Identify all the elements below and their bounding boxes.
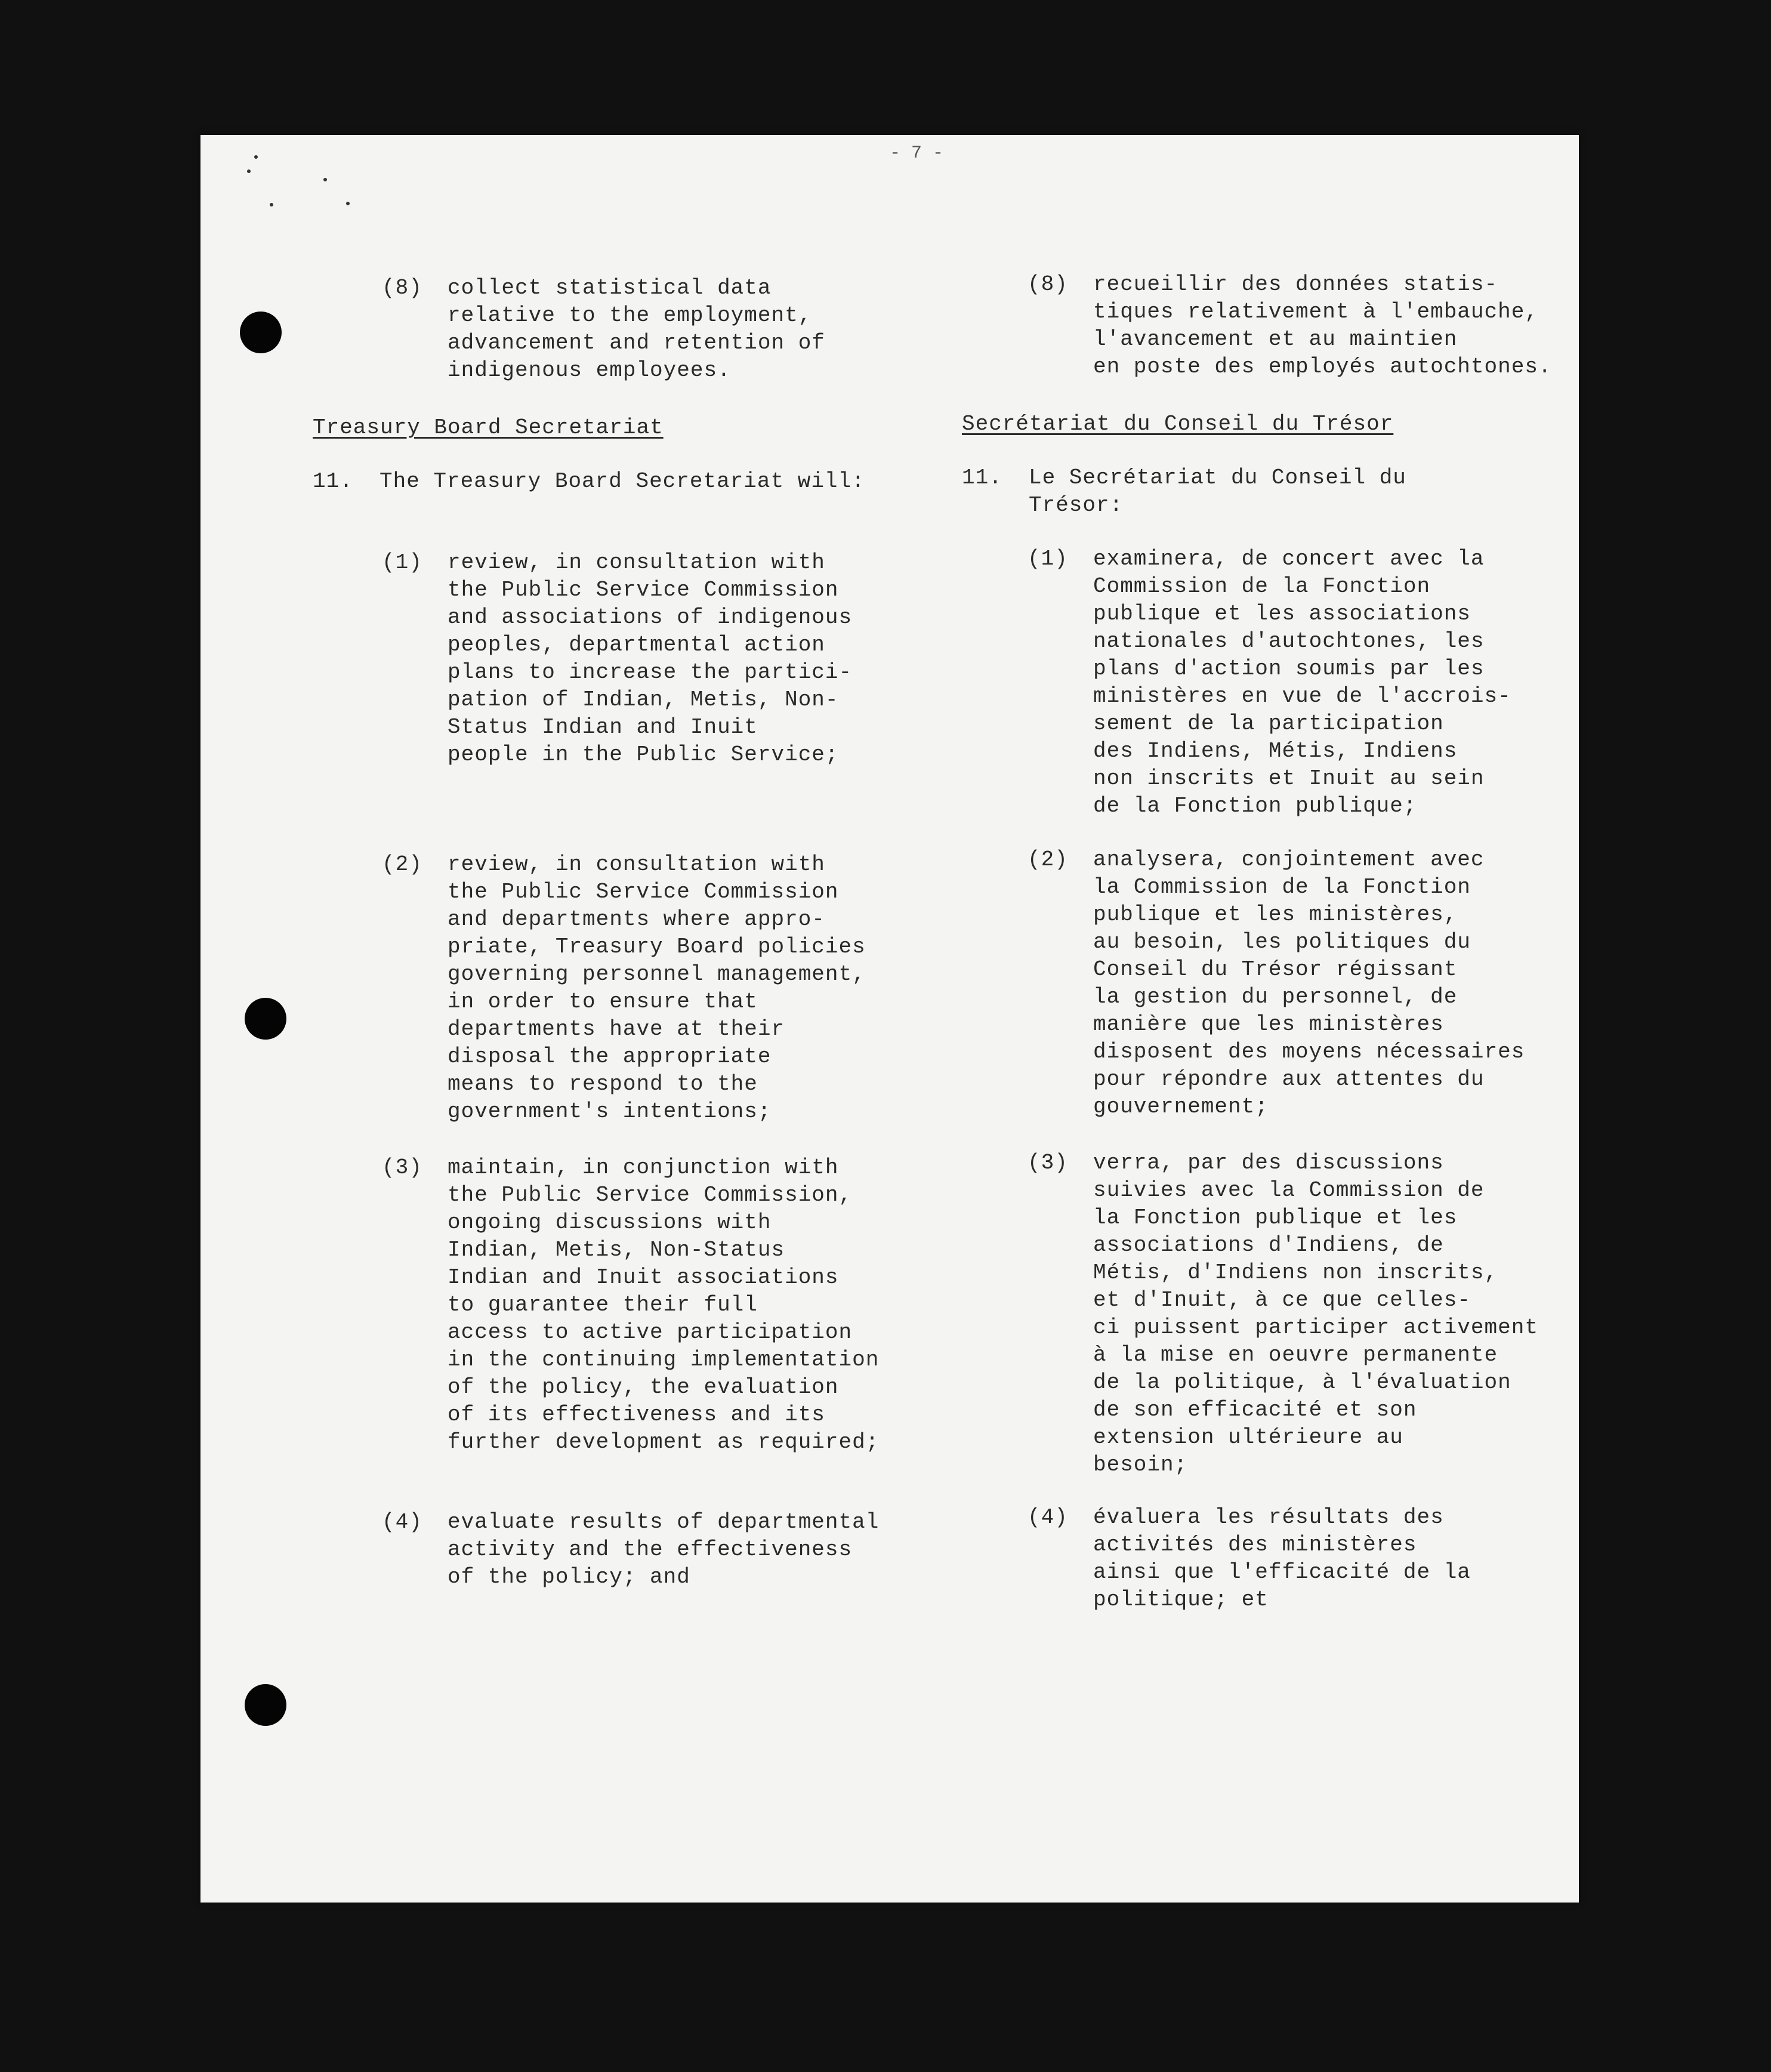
scan-speck (247, 169, 251, 173)
item-text: evaluate results of departmental activity and the effectiveness of the policy; and (448, 1510, 880, 1589)
item-text: analysera, conjointement avec la Commission de la Fonction publique et les ministères, au besoin, les politiques du Conseil du Trésor régissant la gestion du personnel, de manière que les ministères disposent des moyens nécessaires pour répondre aux attentes du gouvernement; (1093, 847, 1525, 1119)
item-text: review, in consultation with the Public Service Commission and associations of indigenous peoples, departmental action plans to increase the partici- pation of Indian, Metis, Non- Status Indian and Inuit people in the Public Service; (448, 550, 853, 767)
english-section-heading: Treasury Board Secretariat (313, 415, 664, 440)
section-text: The Treasury Board Secretariat will: (380, 469, 865, 494)
item-number: (3) (1028, 1151, 1068, 1175)
item-number: (3) (382, 1155, 422, 1180)
item-text: review, in consultation with the Public Service Commission and departments where appro- priate, Treasury Board policies governing personnel management, in order to ensure that departments have at their disposal the appropriate means to respond to the government's intentions; (448, 852, 866, 1124)
document-page (200, 135, 1579, 1903)
page-number: - 7 - (889, 143, 943, 164)
item-number: (4) (382, 1510, 422, 1534)
item-number: (2) (382, 852, 422, 877)
item-text: évaluera les résultats des activités des ministères ainsi que l'efficacité de la politique; et (1093, 1505, 1471, 1612)
section-number: 11. (313, 469, 353, 494)
item-number: (1) (1028, 547, 1068, 571)
item-text: collect statistical data relative to the employment, advancement and retention of indigenous employees. (448, 276, 825, 383)
item-text: maintain, in conjunction with the Public Service Commission, ongoing discussions with Indian, Metis, Non-Status Indian and Inuit associations to guarantee their full access to active participation in the continuing implementation of the policy, the evaluation of its effectiveness and its further development as required; (448, 1155, 880, 1454)
scan-speck (254, 155, 258, 159)
punch-hole-bottom (245, 1684, 286, 1726)
item-text: verra, par des discussions suivies avec la Commission de la Fonction publique et les associations d'Indiens, de Métis, d'Indiens non inscrits, et d'Inuit, à ce que celles- ci puissent participer activement à la mise en oeuvre permanente de la politique, à l'évaluation de son efficacité et son extension ultérieure au besoin; (1093, 1151, 1538, 1477)
item-text: examinera, de concert avec la Commission de la Fonction publique et les associations nationales d'autochtones, les plans d'action soumis par les ministères en vue de l'accrois- sement de la participation des Indiens, Métis, Indiens non inscrits et Inuit au sein de la Fonction publique; (1093, 547, 1511, 818)
english-column (313, 135, 909, 1866)
french-section-heading: Secrétariat du Conseil du Trésor (962, 412, 1394, 436)
item-number: (8) (1028, 272, 1068, 297)
scan-speck (270, 203, 273, 206)
item-number: (2) (1028, 847, 1068, 872)
item-number: (4) (1028, 1505, 1068, 1530)
punch-hole-middle (245, 998, 286, 1040)
section-text: Le Secrétariat du Conseil du Trésor: (1029, 465, 1406, 517)
item-number: (1) (382, 550, 422, 575)
french-column (962, 135, 1571, 1866)
punch-hole-top (240, 312, 282, 353)
item-text: recueillir des données statis- tiques relativement à l'embauche, l'avancement et au maintien en poste des employés autochtones. (1093, 272, 1552, 379)
item-number: (8) (382, 276, 422, 300)
section-number: 11. (962, 465, 1002, 490)
